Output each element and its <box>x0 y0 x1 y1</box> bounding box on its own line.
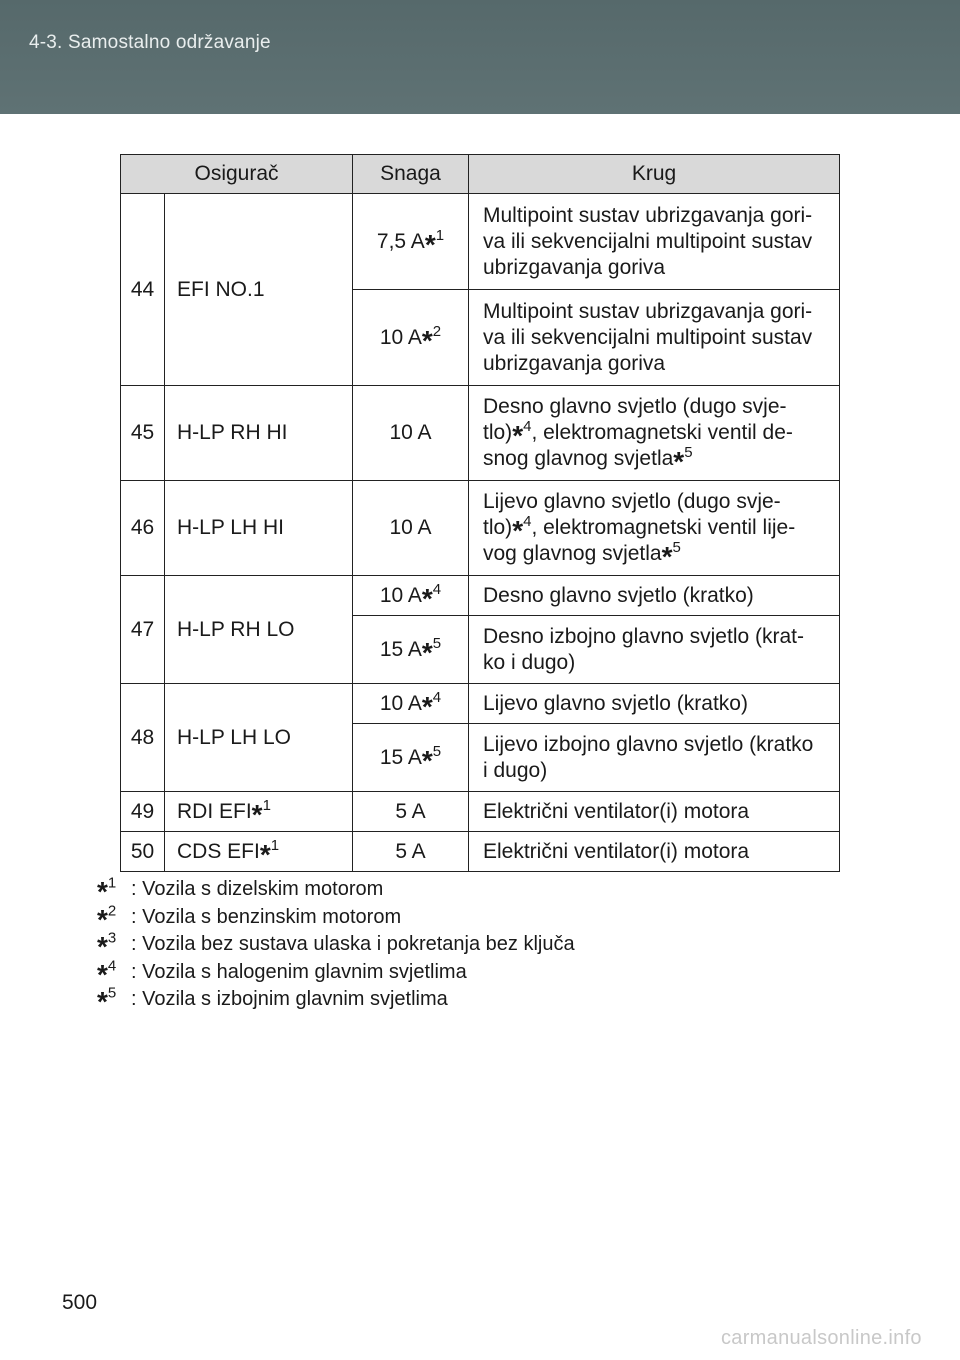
fuse-rating: 7,5 A*$^1$ <box>353 194 469 290</box>
fuse-circuit: Multipoint sustav ubrizgavanja gori- va ili sekvencijalni multipoint sustav ubrizgavanja goriva <box>469 194 840 290</box>
fuse-circuit: Desno izbojno glavno svjetlo (krat- ko i dugo) <box>469 616 840 684</box>
fuse-rating: 10 A*$^4$ <box>353 684 469 724</box>
asterisk-icon: * <box>512 420 524 451</box>
fuse-number: 45 <box>121 386 165 481</box>
fuse-name: EFI NO.1 <box>165 194 353 386</box>
fuse-rating: 15 A*$^5$ <box>353 616 469 684</box>
table-row <box>121 684 840 724</box>
column-header-fuse: Osigurač <box>121 155 353 194</box>
asterisk-icon: * <box>421 690 433 722</box>
footnote: *$^3$ : Vozila bez sustava ulaska i pokretanja bez ključa <box>97 929 575 962</box>
table-row <box>121 481 840 576</box>
fuse-rating: 15 A*$^5$ <box>353 724 469 792</box>
column-header-circuit: Krug <box>469 155 840 194</box>
asterisk-icon: * <box>259 838 271 870</box>
fuse-name: RDI EFI*$^1$ <box>165 792 353 832</box>
table-row <box>121 194 840 290</box>
footnote: *$^5$ : Vozila s izbojnim glavnim svjetlima <box>97 984 448 1017</box>
asterisk-icon: * <box>673 446 685 477</box>
asterisk-icon: * <box>421 324 433 356</box>
fuse-name: H-LP LH HI <box>165 481 353 576</box>
page-number: 500 <box>62 1291 98 1314</box>
fuse-name: H-LP RH HI <box>165 386 353 481</box>
footnotes <box>97 874 575 1017</box>
fuse-circuit: Desno glavno svjetlo (kratko) <box>469 576 840 616</box>
asterisk-icon: * <box>661 541 673 572</box>
footnote: *$^4$ : Vozila s halogenim glavnim svjetlima <box>97 956 467 990</box>
page-header <box>0 0 960 114</box>
fuse-name: H-LP RH LO <box>165 576 353 684</box>
fuse-table <box>120 154 840 872</box>
asterisk-icon: * <box>97 931 108 962</box>
fuse-number: 44 <box>121 194 165 386</box>
fuse-circuit: Električni ventilator(i) motora <box>469 792 840 832</box>
fuse-number: 46 <box>121 481 165 576</box>
watermark: carmanualsonline.info <box>721 1327 922 1349</box>
fuse-circuit: Lijevo izbojno glavno svjetlo (kratko i dugo) <box>469 724 840 792</box>
fuse-rating: 5 A <box>353 832 469 872</box>
fuse-name: CDS EFI*$^1$ <box>165 832 353 872</box>
asterisk-icon: * <box>421 636 433 668</box>
footnote: *$^1$ : Vozila s dizelskim motorom <box>97 874 384 907</box>
fuse-number: 50 <box>121 832 165 872</box>
fuse-circuit: Lijevo glavno svjetlo (kratko) <box>469 684 840 724</box>
fuse-circuit: Električni ventilator(i) motora <box>469 832 840 872</box>
fuse-number: 48 <box>121 684 165 792</box>
fuse-rating: 10 A <box>353 481 469 576</box>
asterisk-icon: * <box>512 515 524 546</box>
asterisk-icon: * <box>97 876 108 907</box>
fuse-circuit: Multipoint sustav ubrizgavanja gori- va ili sekvencijalni multipoint sustav ubrizgavanja goriva <box>469 290 840 386</box>
column-header-rating: Snaga <box>353 155 469 194</box>
fuse-circuit: Lijevo glavno svjetlo (dugo svje- tlo)*$^4$, elektromagnetski ventil lije- vog glavnog svjetla*$^5$ <box>469 481 840 576</box>
table-row <box>121 792 840 832</box>
asterisk-icon: * <box>97 986 108 1017</box>
asterisk-icon: * <box>97 903 108 935</box>
table-header-row <box>121 155 840 194</box>
footnote: *$^2$ : Vozila s benzinskim motorom <box>97 901 402 935</box>
table-row <box>121 386 840 481</box>
fuse-number: 47 <box>121 576 165 684</box>
asterisk-icon: * <box>421 744 433 776</box>
asterisk-icon: * <box>251 798 263 830</box>
asterisk-icon: * <box>421 582 433 614</box>
fuse-circuit: Desno glavno svjetlo (dugo svje- tlo)*$^4$, elektromagnetski ventil de- snog glavnog svjetla*$^5$ <box>469 386 840 481</box>
fuse-rating: 5 A <box>353 792 469 832</box>
section-title: 4-3. Samostalno održavanje <box>29 32 271 53</box>
table-row <box>121 576 840 616</box>
fuse-name: H-LP LH LO <box>165 684 353 792</box>
fuse-rating: 10 A*$^4$ <box>353 576 469 616</box>
asterisk-icon: * <box>97 958 108 990</box>
fuse-rating: 10 A*$^2$ <box>353 290 469 386</box>
table-row <box>121 832 840 872</box>
fuse-number: 49 <box>121 792 165 832</box>
asterisk-icon: * <box>424 228 436 260</box>
fuse-rating: 10 A <box>353 386 469 481</box>
